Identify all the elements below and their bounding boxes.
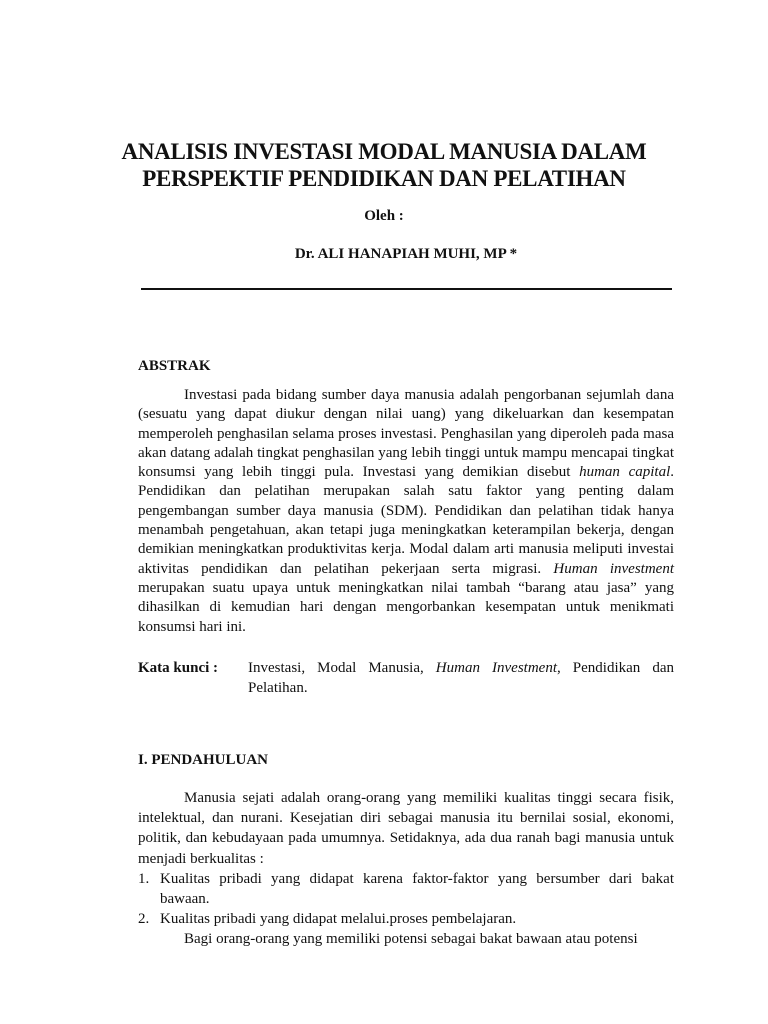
- quality-list: [138, 869, 674, 930]
- abstract-term-human-investment: Human investment: [553, 560, 674, 577]
- author-name: Dr. ALI HANAPIAH MUHI, MP *: [294, 246, 518, 262]
- list-item-text: Kualitas pribadi yang didapat melalui.proses pembelajaran.: [160, 911, 517, 928]
- list-item-text: Kualitas pribadi yang didapat karena faktor-faktor yang bersumber dari bakat bawaan.: [160, 870, 674, 908]
- abstract-term-human-capital: human capital: [579, 464, 671, 481]
- title-line-1: ANALISIS INVESTASI MODAL MANUSIA DALAM: [121, 139, 647, 164]
- section-body: [138, 788, 674, 950]
- keywords-text-1: Investasi, Modal Manusia,: [248, 660, 436, 676]
- byline-label: Oleh :: [364, 208, 404, 224]
- list-item-number: 2.: [138, 911, 150, 928]
- intro-paragraph-1: Manusia sejati adalah orang-orang yang memiliki kualitas tinggi secara fisik, intelektual, dan nurani. Kesejatian diri sebagai manusia itu bernilai sosial, ekonomi, politik, dan kebudayaan pada umumnya. Setidaknya, ada dua ranah bagi manusia untuk menjadi berkualitas :: [138, 790, 674, 867]
- list-item: [138, 869, 674, 909]
- abstract-text-2: . Pendidikan dan pelatihan merupakan salah satu faktor yang penting dalam pengembangan sumber daya manusia (SDM). Pendidikan dan pelatihan tidak hanya menambah pengetahuan, akan tetapi juga meningkatkan keterampilan bekerja, dengan demikian meningkatkan produktivitas kerja. Modal dalam arti manusia meliputi investai aktivitas pendidikan dan pelatihan pekerjaan serta migrasi.: [138, 464, 674, 577]
- abstract-text-3: merupakan suatu upaya untuk meningkatkan nilai tambah “barang atau jasa” yang dihasilkan di kemudian hari dengan mengorbankan kesempatan untuk menikmati konsumsi hari ini.: [138, 579, 674, 635]
- abstract-body: [138, 386, 674, 637]
- abstract-heading: ABSTRAK: [138, 358, 211, 374]
- intro-paragraph-2: Bagi orang-orang yang memiliki potensi sebagai bakat bawaan atau potensi: [184, 931, 638, 948]
- keywords-term: Human Investment: [435, 660, 557, 676]
- keywords-text-2: , Pendidikan dan Pelatihan.: [248, 660, 675, 696]
- keywords-label: Kata kunci :: [138, 660, 219, 676]
- keywords-text: [248, 658, 674, 698]
- list-item-number: 1.: [138, 870, 150, 887]
- title-line-2: PERSPEKTIF PENDIDIKAN DAN PELATIHAN: [142, 166, 626, 191]
- title-divider: [141, 288, 672, 290]
- keywords: [138, 658, 674, 698]
- paper-title: [100, 138, 668, 192]
- list-item: [138, 909, 674, 929]
- section-heading-pendahuluan: I. PENDAHULUAN: [138, 752, 269, 768]
- abstract-text-1: Investasi pada bidang sumber daya manusia adalah pengorbanan sejumlah dana (sesuatu yang dapat diukur dengan nilai uang) yang dikeluarkan dan kesempatan memperoleh penghasilan selama proses investasi. Penghasilan yang diperoleh pada masa akan datang adalah tingkat penghasilan yang lebih tinggi untuk mampu mencapai tingkat konsumsi yang lebih tinggi pula. Investasi yang demikian disebut: [138, 387, 674, 481]
